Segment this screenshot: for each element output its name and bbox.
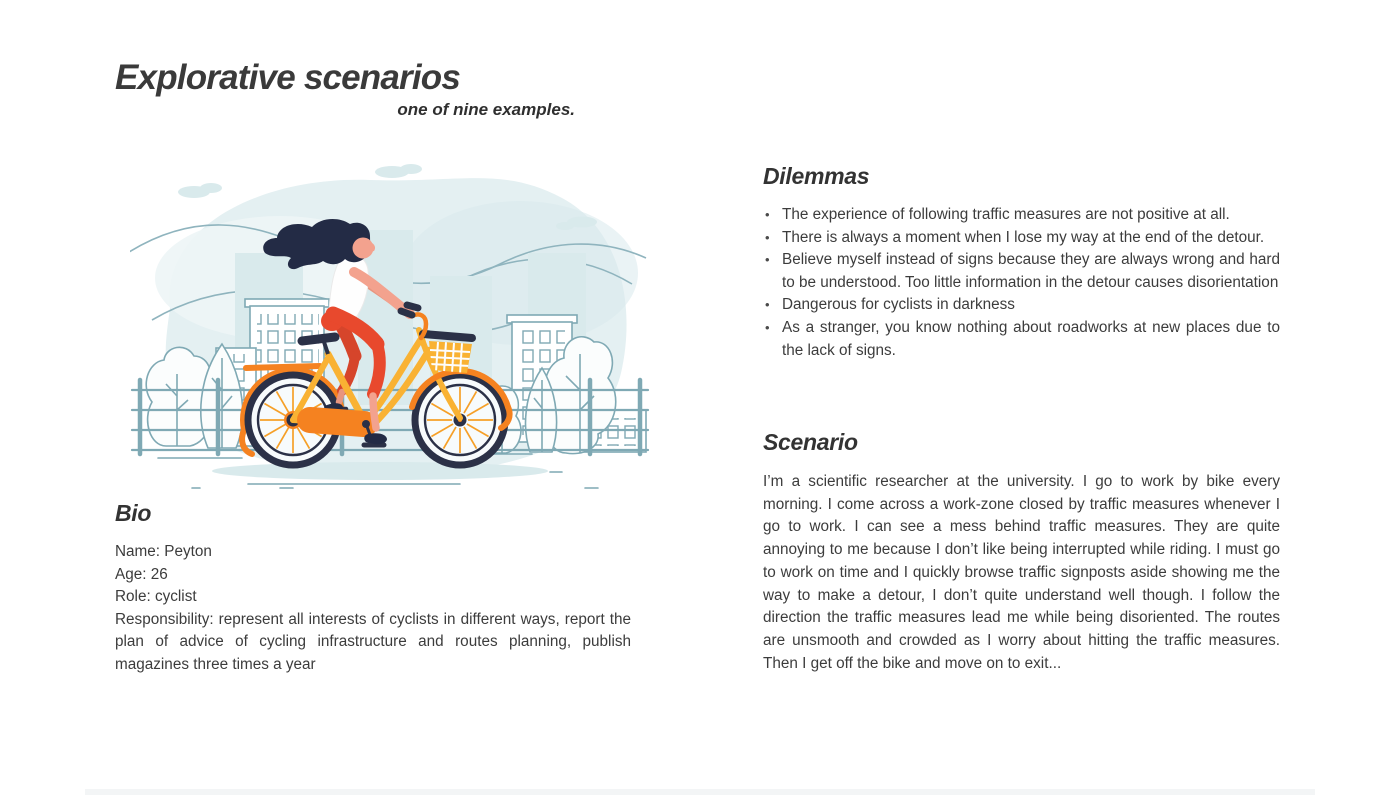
dilemma-item: • As a stranger, you know nothing about roadworks at new places due to the lack of signs. (763, 317, 1280, 362)
page-title: Explorative scenarios (115, 58, 461, 97)
footer-strip (85, 789, 1315, 795)
bio-section (115, 500, 631, 677)
dilemmas-heading: Dilemmas (763, 163, 870, 189)
dilemmas-list (763, 204, 1280, 362)
scenario-paragraph: I’m a scientific researcher at the university. I go to work by bike every morning. I come across a work-zone closed by traffic measures whenever I go to work. I can see a mess behind traffic measures. They are quite annoying to me because I don’t like being interrupted while riding. I must go to work on time and I quickly browse traffic signposts aside showing me the way to make a detour, I don’t quite understand well though. I follow the direction the traffic measures lead me while being disoriented. The routes are unsmooth and crowded as I worry about hitting the traffic measures. Then I get off the bike and move on to exit... (763, 473, 1280, 672)
bio-lines (115, 541, 631, 677)
dilemmas-section (763, 163, 1280, 362)
bio-line: Responsibility: represent all interests of cyclists in different ways, report the plan of advice of cycling infrastructure and routes planning, publish magazines three times a year (115, 610, 631, 673)
page-subtitle: one of nine examples. (397, 100, 575, 119)
scenario-heading: Scenario (763, 429, 858, 455)
dilemma-item: • The experience of following traffic measures are not positive at all. (763, 204, 1280, 227)
scenario-section (763, 429, 1280, 675)
dilemma-item: • Dangerous for cyclists in darkness (763, 294, 1280, 317)
bio-line: Age: 26 (115, 565, 168, 583)
bio-line: Role: cyclist (115, 588, 197, 606)
dilemma-item: • Believe myself instead of signs because they are always wrong and hard to be understood. Too little information in the detour causes disorientation (763, 249, 1280, 294)
cyclist-illustration (130, 158, 650, 490)
dilemma-item: • There is always a moment when I lose my way at the end of the detour. (763, 227, 1280, 250)
bio-line: Name: Peyton (115, 543, 212, 560)
bio-heading: Bio (115, 500, 152, 526)
city-background (130, 164, 648, 488)
